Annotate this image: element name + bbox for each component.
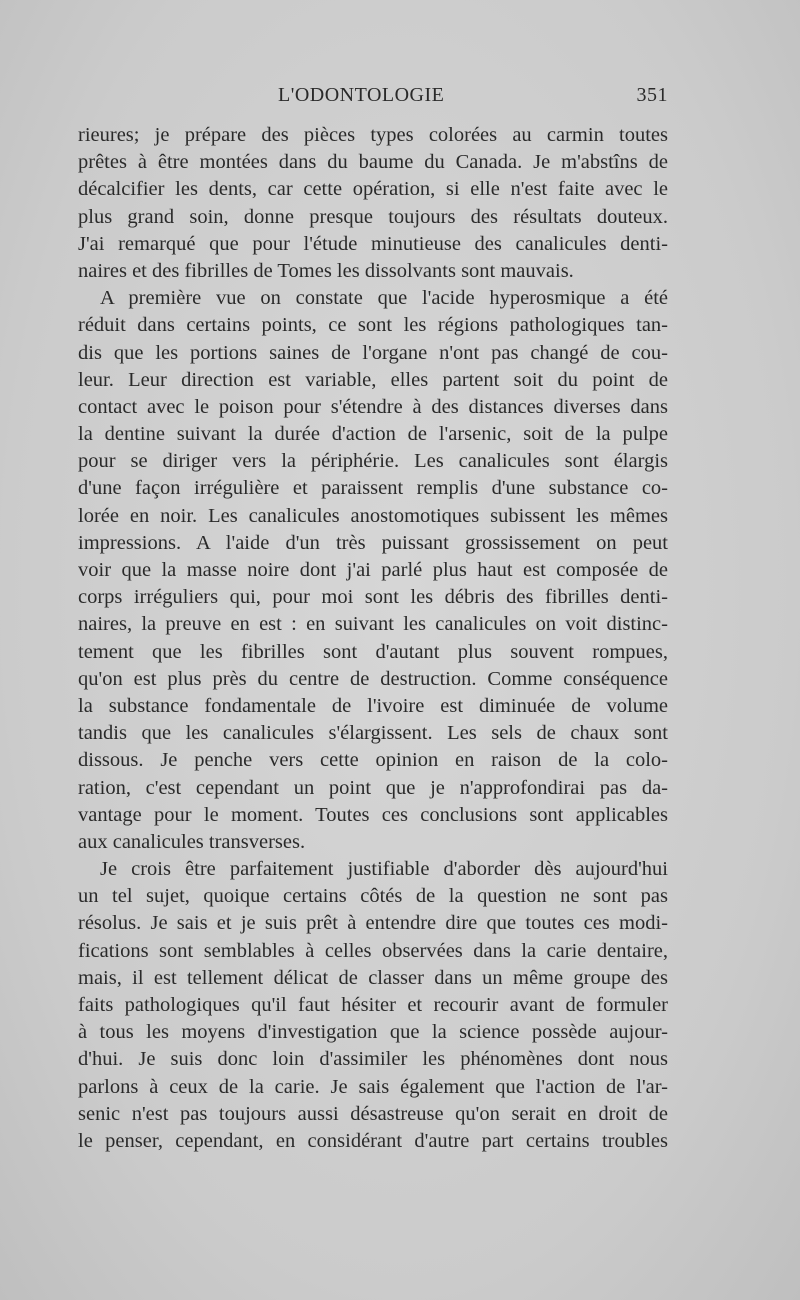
paragraph-2 [78, 285, 668, 856]
text-line: naires, la preuve en est : en suivant les canalicules on voit distinc- [78, 613, 668, 636]
paragraph-3 [78, 856, 668, 1155]
text-line: fications sont semblables à celles observées dans la carie dentaire, [78, 939, 668, 962]
text-line: parlons à ceux de la carie. Je sais également que l'action de l'ar- [78, 1075, 668, 1098]
text-line: dis que les portions saines de l'organe n'ont pas changé de cou- [78, 341, 668, 364]
text-line: contact avec le poison pour s'étendre à des distances diverses dans [78, 395, 668, 418]
text-line: décalcifier les dents, car cette opération, si elle n'est faite avec le [78, 178, 668, 201]
body-text [78, 122, 668, 1155]
text-line: A première vue on constate que l'acide hyperosmique a été [100, 287, 668, 310]
text-line: ration, c'est cependant un point que je n'approfondirai pas da- [78, 776, 668, 799]
text-line: voir que la masse noire dont j'ai parlé plus haut est composée de [78, 559, 668, 581]
text-line: senic n'est pas toujours aussi désastreuse qu'on serait en droit de [78, 1102, 668, 1125]
text-line: mais, il est tellement délicat de classer dans un même groupe des [78, 966, 668, 989]
text-line: tandis que les canalicules s'élargissent. Les sels de chaux sont [78, 722, 668, 745]
text-line: un tel sujet, quoique certains côtés de la question ne sont pas [78, 885, 668, 908]
text-line: d'hui. Je suis donc loin d'assimiler les phénomènes dont nous [78, 1048, 668, 1071]
text-line: qu'on est plus près du centre de destruction. Comme conséquence [78, 667, 668, 690]
text-line: tement que les fibrilles sont d'autant plus souvent rompues, [78, 640, 668, 663]
text-line: résolus. Je sais et je suis prêt à entendre dire que toutes ces modi- [78, 912, 668, 935]
text-line: corps irréguliers qui, pour moi sont les débris des fibrilles denti- [78, 586, 668, 609]
running-title: L'ODONTOLOGIE [278, 84, 445, 106]
text-line: naires et des fibrilles de Tomes les dissolvants sont mauvais. [78, 259, 574, 282]
text-line: à tous les moyens d'investigation que la science possède aujour- [78, 1021, 668, 1044]
text-line: lorée en noir. Les canalicules anostomotiques subissent les mêmes [78, 504, 668, 527]
text-line: prêtes à être montées dans du baume du Canada. Je m'abstîns de [78, 151, 668, 174]
text-line: plus grand soin, donne presque toujours des résultats douteux. [78, 205, 668, 228]
text-line: le penser, cependant, en considérant d'autre part certains troubles [78, 1129, 668, 1152]
running-head [78, 84, 668, 110]
text-line: réduit dans certains points, ce sont les régions pathologiques tan- [78, 314, 668, 337]
text-line: aux canalicules transverses. [78, 830, 306, 853]
text-line: dissous. Je penche vers cette opinion en raison de la colo- [78, 749, 668, 772]
text-line: impressions. A l'aide d'un très puissant grossissement on peut [78, 531, 668, 554]
page-number: 351 [636, 84, 668, 106]
text-line: la substance fondamentale de l'ivoire est diminuée de volume [78, 694, 668, 717]
text-line: la dentine suivant la durée d'action de l'arsenic, soit de la pulpe [78, 423, 668, 446]
text-line: rieures; je prépare des pièces types colorées au carmin toutes [78, 124, 668, 146]
text-line: d'une façon irrégulière et paraissent remplis d'une substance co- [78, 477, 668, 500]
text-line: J'ai remarqué que pour l'étude minutieuse des canalicules denti- [78, 232, 668, 255]
text-line: faits pathologiques qu'il faut hésiter et recourir avant de formuler [78, 994, 668, 1016]
text-line: pour se diriger vers la périphérie. Les canalicules sont élargis [78, 450, 668, 473]
text-line: Je crois être parfaitement justifiable d'aborder dès aujourd'hui [100, 858, 668, 881]
paragraph-1 [78, 122, 668, 285]
text-line: leur. Leur direction est variable, elles partent soit du point de [78, 368, 668, 391]
text-line: vantage pour le moment. Toutes ces conclusions sont applicables [78, 803, 668, 826]
